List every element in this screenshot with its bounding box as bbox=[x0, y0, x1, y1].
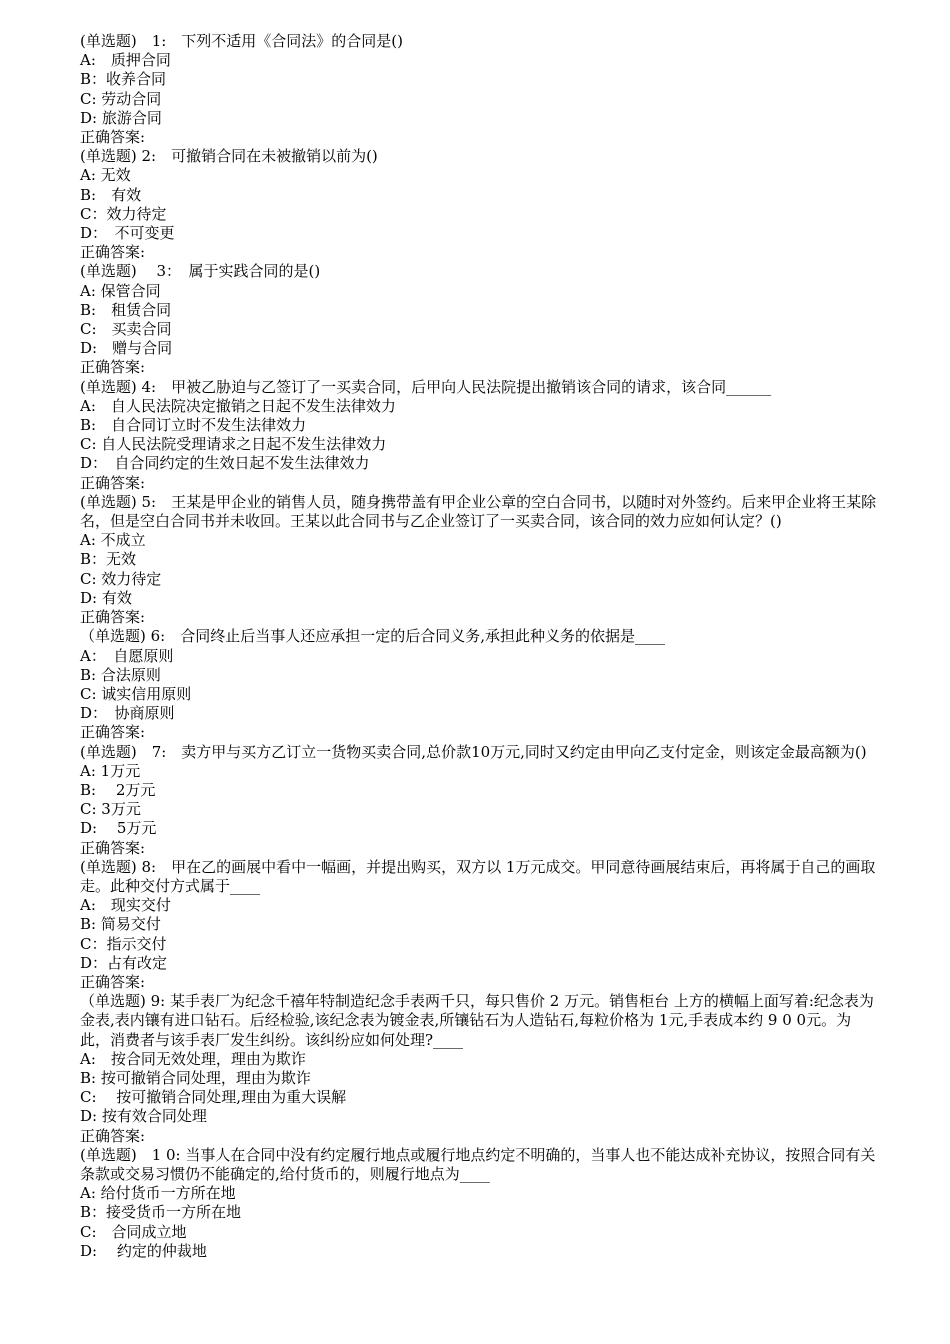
answer-option: B：接受货币一方所在地 bbox=[80, 1203, 242, 1222]
question-stem: （单选题) 6: 合同终止后当事人还应承担一定的后合同义务,承担此种义务的依据是____ bbox=[80, 627, 665, 646]
answer-option: B: 简易交付 bbox=[80, 915, 161, 934]
answer-option: C: 买卖合同 bbox=[80, 320, 172, 339]
answer-option: A: 现实交付 bbox=[80, 896, 171, 915]
answer-option: B: 2万元 bbox=[80, 780, 156, 799]
answer-option: C：效力待定 bbox=[80, 204, 167, 223]
answer-option: C: 合同成立地 bbox=[80, 1222, 187, 1241]
correct-answer-label: 正确答案: bbox=[80, 838, 146, 857]
question-block bbox=[80, 743, 880, 858]
question-stem: （单选题) 9: 某手表厂为纪念千禧年特制造纪念手表两千只，每只售价 2 万元。销售柜台 上方的横幅上面写着:纪念表为金表,表内镶有进口钻石。后经检验,该纪念表为镀金表,所镶钻石为人造钻石,每粒价格为 1元,手表成本约 9 0 0元。为此，消费者与该手表厂发生纠纷。该纠纷应如何处理?____ bbox=[80, 992, 874, 1049]
correct-answer-label: 正确答案: bbox=[80, 723, 146, 742]
answer-option: A: 给付货币一方所在地 bbox=[80, 1184, 236, 1203]
answer-option: C: 效力待定 bbox=[80, 569, 162, 588]
answer-option: A: 自人民法院决定撤销之日起不发生法律效力 bbox=[80, 396, 396, 415]
answer-option: D： 自合同约定的生效日起不发生法律效力 bbox=[80, 454, 370, 473]
answer-option: C: 诚实信用原则 bbox=[80, 684, 192, 703]
answer-option: A： 自愿原则 bbox=[80, 646, 174, 665]
question-stem: (单选题) 1: 下列不适用《合同法》的合同是() bbox=[80, 32, 404, 50]
answer-option: D: 约定的仲裁地 bbox=[80, 1241, 207, 1260]
answer-option: A: 按合同无效处理，理由为欺诈 bbox=[80, 1049, 306, 1068]
answer-option: B: 按可撤销合同处理，理由为欺诈 bbox=[80, 1068, 311, 1087]
answer-option: B：无效 bbox=[80, 550, 137, 569]
question-stem: (单选题) 8: 甲在乙的画展中看中一幅画，并提出购买，双方以 1万元成交。甲同意待画展结束后，再将属于自己的画取走。此种交付方式属于____ bbox=[80, 857, 876, 895]
answer-option: C: 按可撤销合同处理,理由为重大误解 bbox=[80, 1088, 347, 1107]
answer-option: B: 自合同订立时不发生法律效力 bbox=[80, 416, 307, 435]
answer-option: A: 保管合同 bbox=[80, 281, 161, 300]
correct-answer-label: 正确答案: bbox=[80, 358, 146, 377]
answer-option: A: 1万元 bbox=[80, 761, 141, 780]
answer-option: A: 质押合同 bbox=[80, 51, 171, 70]
answer-option: D: 赠与合同 bbox=[80, 339, 173, 358]
question-block bbox=[80, 262, 880, 377]
question-block bbox=[80, 147, 880, 262]
answer-option: B: 租赁合同 bbox=[80, 300, 172, 319]
question-stem: (单选题) 2: 可撤销合同在未被撤销以前为() bbox=[80, 147, 378, 166]
question-block bbox=[80, 32, 880, 147]
answer-option: D： 不可变更 bbox=[80, 224, 175, 243]
answer-option: D: 5万元 bbox=[80, 819, 157, 838]
answer-option: D: 旅游合同 bbox=[80, 108, 162, 127]
answer-option: D: 按有效合同处理 bbox=[80, 1107, 207, 1126]
answer-option: D： 协商原则 bbox=[80, 704, 175, 723]
question-stem: (单选题) 3： 属于实践合同的是() bbox=[80, 262, 321, 281]
question-block bbox=[80, 493, 880, 627]
question-stem: (单选题) 5: 王某是甲企业的销售人员，随身携带盖有甲企业公章的空白合同书，以随时对外签约。后来甲企业将王某除名，但是空白合同书并未收回。王某以此合同书与乙企业签订了一买卖合同，该合同的效力应如何认定？() bbox=[80, 492, 877, 531]
answer-option: D：占有改定 bbox=[80, 953, 168, 972]
answer-option: B: 有效 bbox=[80, 185, 142, 204]
answer-option: C: 3万元 bbox=[80, 800, 141, 819]
correct-answer-label: 正确答案: bbox=[80, 608, 146, 627]
correct-answer-label: 正确答案: bbox=[80, 473, 146, 492]
correct-answer-label: 正确答案: bbox=[80, 1126, 146, 1145]
correct-answer-label: 正确答案: bbox=[80, 243, 146, 262]
answer-option: C: 自人民法院受理请求之日起不发生法律效力 bbox=[80, 435, 387, 454]
question-stem: (单选题) 1 0: 当事人在合同中没有约定履行地点或履行地点约定不明确的，当事人也不能达成补充协议，按照合同有关条款或交易习惯仍不能确定的,给付货币的，则履行地点为____ bbox=[80, 1145, 876, 1183]
correct-answer-label: 正确答案: bbox=[80, 128, 146, 147]
answer-option: C: 劳动合同 bbox=[80, 89, 162, 108]
question-stem: (单选题) 4: 甲被乙胁迫与乙签订了一买卖合同，后甲向人民法院提出撤销该合同的请求，该合同______ bbox=[80, 377, 772, 396]
question-block bbox=[80, 858, 880, 992]
answer-option: C：指示交付 bbox=[80, 934, 167, 953]
answer-option: D: 有效 bbox=[80, 588, 132, 607]
question-block bbox=[80, 627, 880, 742]
question-block bbox=[80, 1146, 880, 1261]
document-body bbox=[80, 32, 880, 1261]
question-stem: (单选题) 7: 卖方甲与买方乙订立一货物买卖合同,总价款10万元,同时又约定由甲向乙支付定金，则该定金最高额为() bbox=[80, 742, 867, 761]
question-block bbox=[80, 992, 880, 1146]
answer-option: B: 合法原则 bbox=[80, 665, 161, 684]
correct-answer-label: 正确答案: bbox=[80, 972, 146, 991]
answer-option: A: 无效 bbox=[80, 166, 131, 185]
question-block bbox=[80, 378, 880, 493]
answer-option: A: 不成立 bbox=[80, 531, 146, 550]
answer-option: B：收养合同 bbox=[80, 70, 167, 89]
